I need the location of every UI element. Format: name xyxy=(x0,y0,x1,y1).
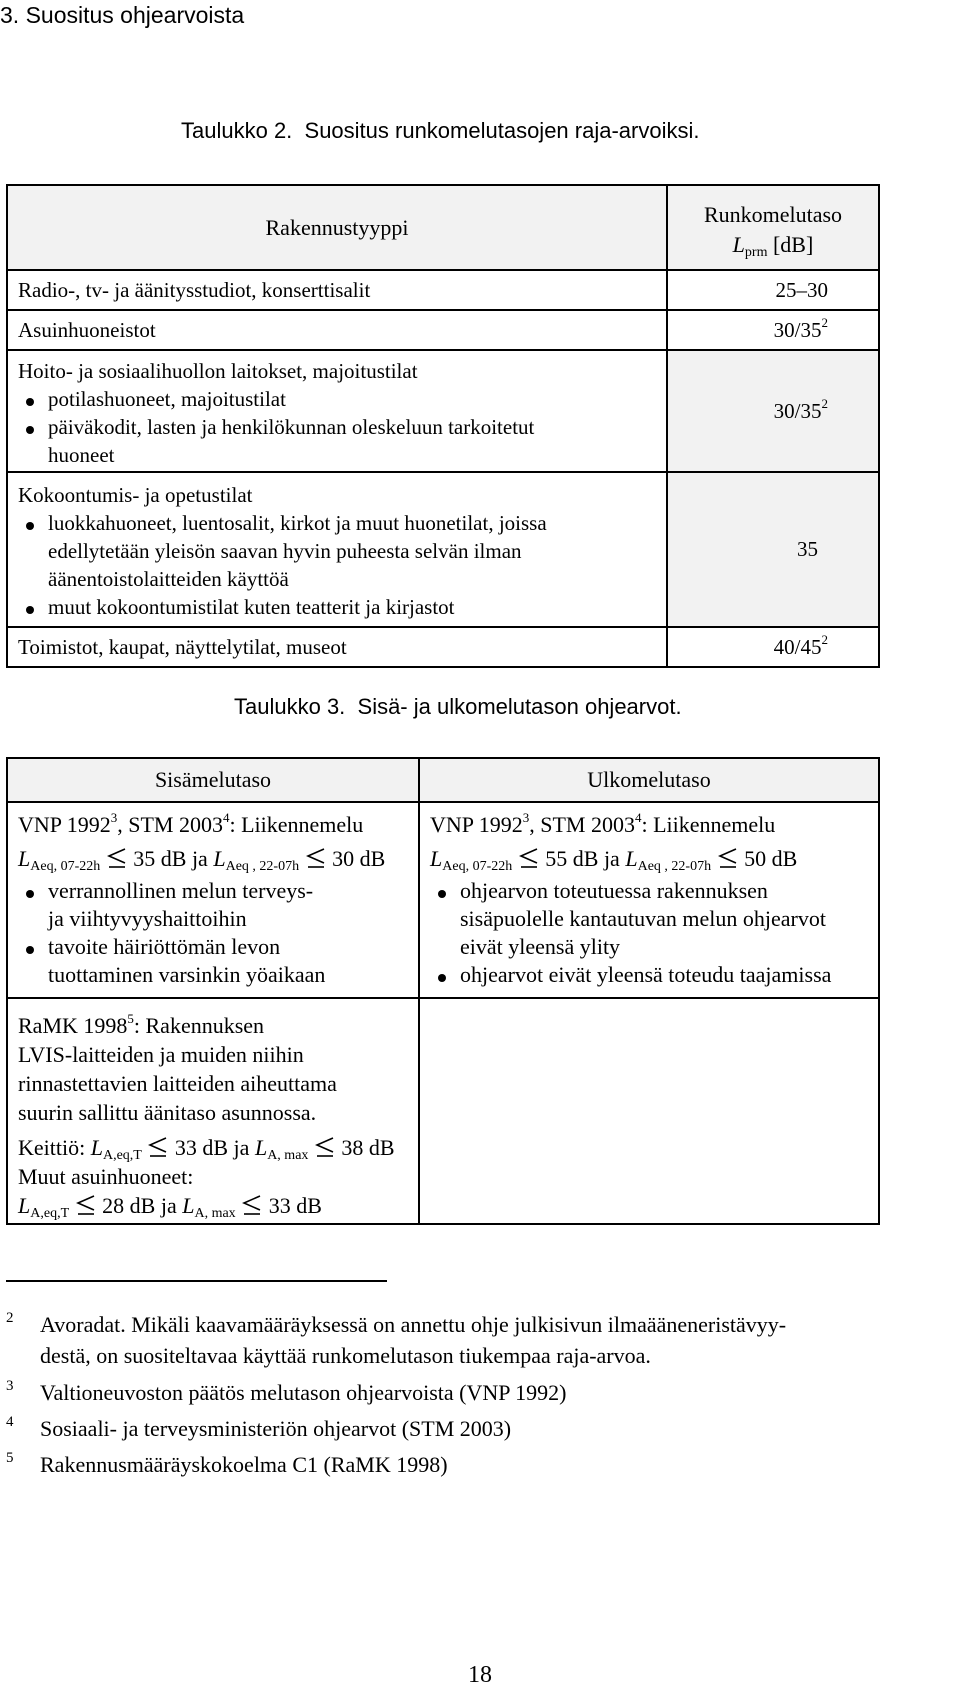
row-label: Kokoontumis- ja opetustilat luokkahuoneet, luentosalit, kirkot ja muut huonetilat, joissa edellytetään yleisön saavan hyvin puheesta selvän ilman äänentoistolaitteiden käyttöä muut kokoontumistilat kuten teatterit ja kirjastot xyxy=(7,472,667,627)
inside-levels: VNP 1992$^3$, STM 2003$^4$: Liikennemelu $L_{Aeq, 07-22h}$ 35 dB ja $L_{Aeq , 22-07h}$ 30 dB verrannollinen melun terveys- ja viihtyvyyshaittoihin tavoite häiriöttömän levon tuottaminen varsinkin yöaikaan xyxy=(7,802,419,998)
table-row xyxy=(7,350,879,472)
less-equal-icon xyxy=(717,847,739,869)
row-value: 25–30 xyxy=(667,270,879,310)
less-equal-icon xyxy=(241,1194,263,1216)
row-label: Toimistot, kaupat, näyttelytilat, museot xyxy=(7,627,667,667)
footnotes xyxy=(6,1309,946,1480)
row-value: $40/45^2$ xyxy=(667,627,879,667)
ramk-levels: RaMK 1998$^5$: Rakennuksen LVIS-laitteiden ja muiden niihin rinnastettavien laitteiden aiheuttama suurin sallittu äänitaso asunnossa. Keittiö: $L_{A,eq,T}$ 33 dB ja $L_{A, max}$ 38 dB Muut asuinhuoneet: $L_{A,eq,T}$ 28 dB ja $L_{A, max}$ 33 dB xyxy=(7,998,419,1224)
table3-header-inside: Sisämelutaso xyxy=(7,758,419,802)
table2-header-value: Runkomelutaso $L_{prm}$ [dB] xyxy=(667,185,879,270)
table2-caption: Taulukko 2. Suositus runkomelutasojen raja-arvoiksi. xyxy=(181,118,700,143)
empty-cell xyxy=(419,998,879,1224)
table2-header-type: Rakennustyyppi xyxy=(7,185,667,270)
section-heading: 3. Suositus ohjearvoista xyxy=(0,2,245,28)
footnote: 2 Avoradat. Mikäli kaavamääräyksessä on annettu ohje julkisivun ilmaääneneristävyy- destä, on suositeltavaa käyttää runkomelutason tiukempaa raja-arvoa. xyxy=(6,1310,787,1368)
less-equal-icon xyxy=(147,1136,169,1158)
table3-caption: Taulukko 3. Sisä- ja ulkomelutason ohjearvot. xyxy=(234,694,682,719)
less-equal-icon xyxy=(75,1194,97,1216)
less-equal-icon xyxy=(305,847,327,869)
table-row xyxy=(7,270,879,310)
table2 xyxy=(6,184,880,668)
row-value: $30/35^2$ xyxy=(667,310,879,350)
table3-header-outside: Ulkomelutaso xyxy=(419,758,879,802)
less-equal-icon xyxy=(314,1136,336,1158)
table3 xyxy=(6,757,880,1225)
footnote: 3 Valtioneuvoston päätös melutason ohjearvoista (VNP 1992) xyxy=(6,1378,567,1405)
less-equal-icon xyxy=(106,847,128,869)
footnote-separator xyxy=(6,1280,387,1282)
less-equal-icon xyxy=(518,847,540,869)
table-row xyxy=(7,627,879,667)
table-row xyxy=(7,472,879,627)
page-number: 18 xyxy=(468,1662,492,1688)
footnote: 5 Rakennusmääräyskokoelma C1 (RaMK 1998) xyxy=(6,1450,448,1477)
row-label: Radio-, tv- ja äänitysstudiot, konserttisalit xyxy=(7,270,667,310)
table-row xyxy=(7,310,879,350)
row-label: Asuinhuoneistot xyxy=(7,310,667,350)
row-label: Hoito- ja sosiaalihuollon laitokset, majoitustilat potilashuoneet, majoitustilat päiväkodit, lasten ja henkilökunnan oleskeluun tarkoitetut huoneet xyxy=(7,350,667,472)
footnote: 4 Sosiaali- ja terveysministeriön ohjearvot (STM 2003) xyxy=(6,1414,512,1441)
row-value: 35 xyxy=(667,472,879,627)
outside-levels: VNP 1992$^3$, STM 2003$^4$: Liikennemelu $L_{Aeq, 07-22h}$ 55 dB ja $L_{Aeq , 22-07h}$ 50 dB ohjearvon toteutuessa rakennuksen sisäpuolelle kantautuvan melun ohjearvot eivät yleensä ylity ohjearvot eivät yleensä toteudu taajamissa xyxy=(419,802,879,998)
row-value: $30/35^2$ xyxy=(667,350,879,472)
